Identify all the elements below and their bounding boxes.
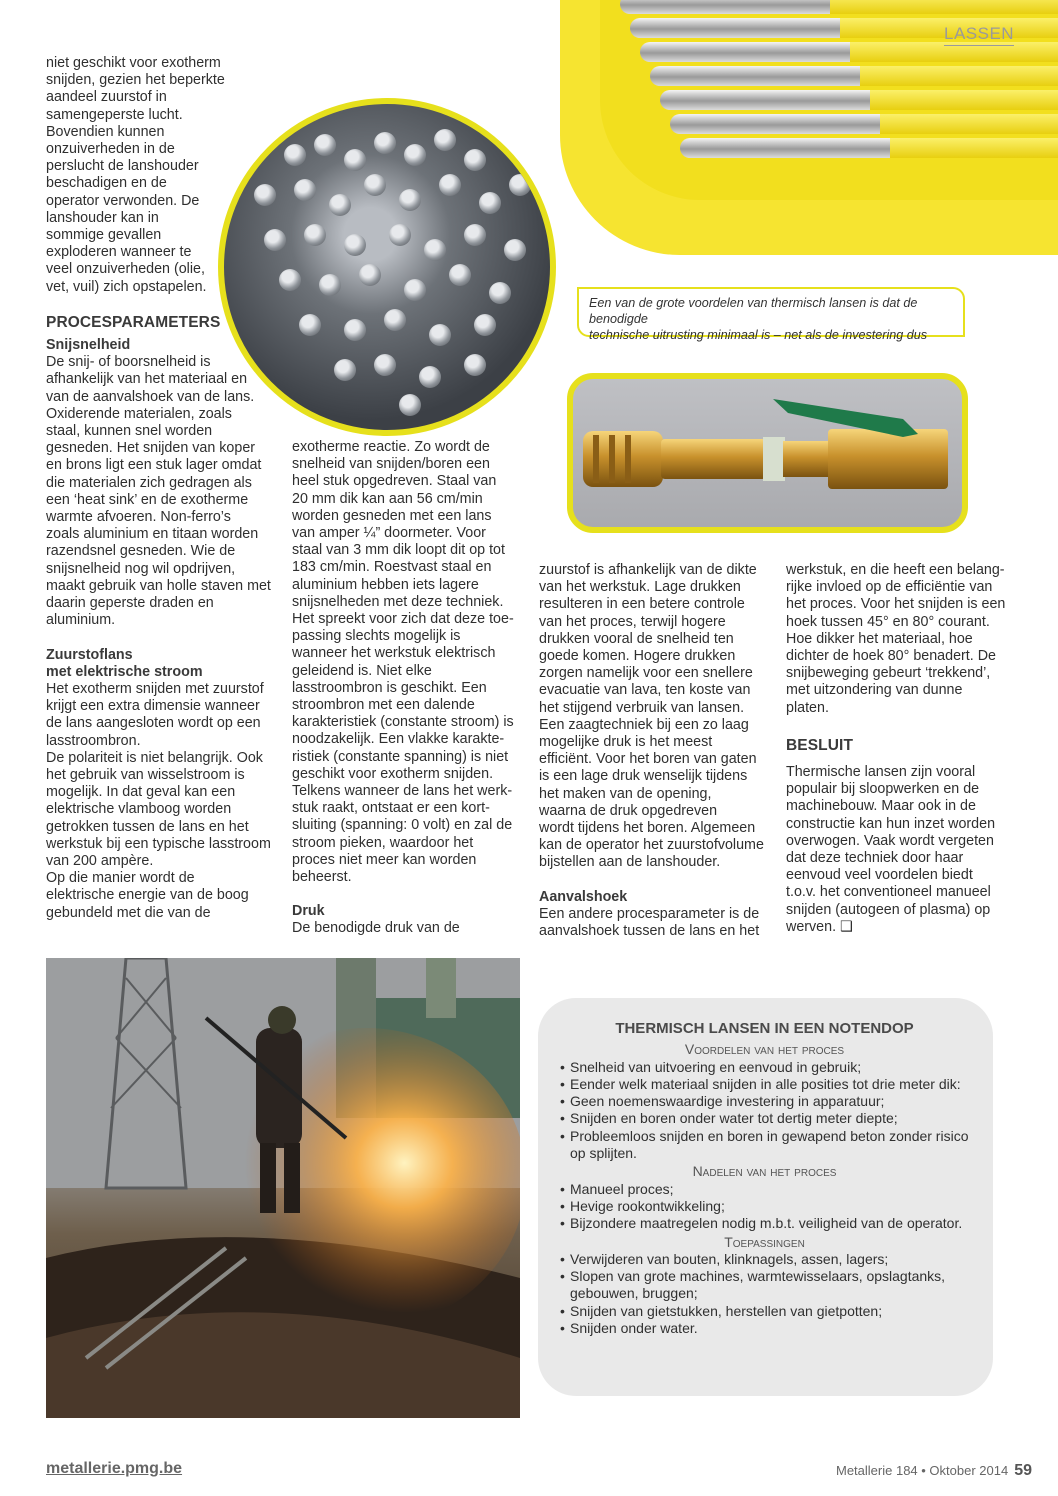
heading-aanvalshoek: Aanvalshoek [539, 888, 628, 905]
heading-zuurstoflans: Zuurstoflans [46, 646, 133, 663]
col3-line: waarna de druk opgedreven [539, 802, 718, 819]
lance-holder-drawing [573, 379, 962, 527]
col1-speed-line: en brons ligt een stuk lager omdat [46, 457, 262, 474]
column-4 [786, 562, 1018, 936]
applications-list [560, 1251, 969, 1337]
col2-pressure-line: De benodigde druk van de [292, 920, 460, 937]
box-title: THERMISCH LANSEN IN EEN NOTENDOP [615, 1020, 914, 1037]
col1-speed-line: aluminium. [46, 612, 116, 629]
col3-line: drukken vooral de snelheid ten [539, 630, 734, 647]
col1-speed-line: zoals aluminium en titaan worden [46, 526, 259, 543]
col3-line: het maken van de opening, [539, 785, 712, 802]
col1-o2-line: Het exotherm snijden met zuurstof [46, 680, 264, 697]
col3-line: bijstellen aan de lanshouder. [539, 854, 721, 871]
col1-speed-line: warmte afvoeren. Non-ferro’s [46, 509, 231, 526]
col2-line: 20 mm dik kan aan 56 cm/min [292, 490, 483, 507]
heading-besluit: BESLUIT [786, 736, 854, 754]
col4-conclusion-line: werven. ❑ [786, 918, 853, 935]
col2-line: worden gesneden met een lans [292, 507, 492, 524]
caption-line: Een van de grote voordelen van thermisch lansen is dat de benodigde [589, 296, 918, 326]
col1-intro-line: perslucht de lanshouder [46, 158, 199, 175]
col1-intro-line: samengeperste lucht. [46, 106, 183, 123]
col4-conclusion-line: overwogen. Vaak wordt vergeten [786, 832, 994, 849]
col2-line: passing slechts mogelijk is [292, 628, 461, 645]
col2-line: Telkens wanneer de lans het werk- [292, 783, 513, 800]
col1-speed-line: van de aanvalshoek van de lans. [46, 388, 255, 405]
col4-line: Hoe dikker het materiaal, hoe [786, 630, 973, 647]
col2-line: Het spreekt voor zich dat deze toe- [292, 611, 514, 628]
col4-conclusion-line: dat deze techniek door haar [786, 850, 964, 867]
steel-rods-image [218, 98, 556, 436]
col1-speed-line: Oxiderende materialen, zoals [46, 405, 232, 422]
column-3 [539, 562, 771, 940]
col3-line: van het proces, terwijl hogere [539, 613, 726, 630]
col3-angle-line: Een andere procesparameter is de [539, 905, 760, 922]
col3-line: Een zaagtechniek bij een zo laag [539, 716, 749, 733]
notendop-box [538, 998, 993, 1396]
col4-line: snijbeweging gebeurt ‘trekkend’, [786, 665, 991, 682]
col1-intro-line: snijden, gezien het beperkte [46, 72, 225, 89]
box-subtitle-advantages: Voordelen van het proces [684, 1041, 845, 1058]
col1-intro-line: aandeel zuurstof in [46, 89, 167, 106]
col1-o2-line: van 200 ampère. [46, 852, 154, 869]
col3-line: zuurstof is afhankelijk van de dikte [539, 562, 757, 578]
issue-text: Metallerie 184 • Oktober 2014 [836, 1463, 1009, 1478]
lancing-worker-photo [46, 958, 520, 1418]
col4-conclusion-line: populair bij sloopwerken en de [786, 781, 980, 798]
list-item: • Snijden en boren onder water tot dertig meter diepte; [560, 1110, 969, 1127]
col1-intro-line: sommige gevallen [46, 227, 162, 244]
col1-speed-line: snijsnelheid nog wil opdrijven, [46, 560, 236, 577]
col1-o2-line: het gebruik van wisselstroom is [46, 766, 245, 783]
caption-line: technische uitrusting minimaal is – net als de investering dus [589, 328, 928, 342]
col1-intro-line: vet, vuil) zich opstapelen. [46, 278, 207, 295]
col2-line: staal van 3 mm dik loopt dit op tot [292, 542, 505, 559]
footer-issue [836, 1462, 1032, 1480]
col1-intro-line: operator verwonden. De [46, 192, 200, 209]
col4-line: dichter de hoek 80° benadert. De [786, 648, 996, 665]
col2-line: snelheid van snijden/boren een [292, 456, 490, 473]
advantages-list [560, 1059, 969, 1163]
disadvantages-list [560, 1181, 969, 1233]
column-2 [292, 439, 524, 938]
list-item: • Eender welk materiaal snijden in alle posities tot drie meter dik: [560, 1076, 969, 1093]
col1-speed-line: afhankelijk van het materiaal en [46, 371, 248, 388]
col2-line: stroom pieken, waardoor het [292, 834, 474, 851]
col4-line: werkstuk, en die heeft een belang- [786, 562, 1005, 578]
col1-intro-line: exploderen wanneer te [46, 244, 192, 261]
col3-line: is een lage druk wenselijk tijdens [539, 768, 748, 785]
col2-line: exotherme reactie. Zo wordt de [292, 439, 490, 455]
heading-druk: Druk [292, 903, 325, 920]
col3-line: evacuatie van lava, ten koste van [539, 682, 751, 699]
col1-o2-line: elektrische vlamboog worden [46, 801, 232, 818]
col1-o2-line: gebundeld met die van de [46, 904, 211, 921]
col2-line: stuk raakt, ontstaat er een kort- [292, 800, 490, 817]
list-item: • Geen noemenswaardige investering in apparatuur; [560, 1093, 969, 1110]
col2-line: ristiek (constante spanning) is niet [292, 748, 509, 765]
list-item: • Snijden onder water. [560, 1320, 969, 1337]
lancing-scene-drawing [46, 958, 520, 1418]
col4-line: platen. [786, 699, 829, 716]
col4-conclusion-line: snijden (autogeen of plasma) op [786, 901, 991, 918]
col1-intro-line: beschadigen en de [46, 175, 167, 192]
col3-line: van het werkstuk. Lage drukken [539, 579, 741, 596]
col2-line: sluiting (spanning: 0 volt) en zal de [292, 817, 513, 834]
col4-line: met uitzondering van dunne [786, 682, 963, 699]
col3-angle-line: aanvalshoek tussen de lans en het [539, 923, 760, 940]
list-item: • Bijzondere maatregelen nodig m.b.t. veiligheid van de operator. [560, 1215, 969, 1232]
col1-speed-line: De snij- of boorsnelheid is [46, 354, 211, 371]
heading-snijsnelheid: Snijsnelheid [46, 337, 131, 354]
list-item: • Verwijderen van bouten, klinknagels, assen, lagers; [560, 1251, 969, 1268]
col2-line: heel stuk opgedreven. Staal van [292, 473, 497, 490]
col4-conclusion-line: machinebouw. Maar ook in de [786, 798, 976, 815]
list-item: • Snelheid van uitvoering en eenvoud in gebruik; [560, 1059, 969, 1076]
col2-line: snijsnelheden met deze techniek. [292, 593, 504, 610]
box-subtitle-disadvantages: Nadelen van het proces [692, 1163, 837, 1180]
col3-line: mogelijke druk is het meest [539, 734, 713, 751]
col1-o2-line: de lans aangesloten wordt op een [46, 715, 261, 732]
col1-speed-line: een ‘heat sink’ en de exotherme [46, 491, 249, 508]
col1-speed-line: daarin geperste draden en [46, 595, 214, 612]
col2-line: geleidend is. Niet elke [292, 662, 432, 679]
col3-line: goede komen. Hogere drukken [539, 648, 736, 665]
list-item: • Probleemloos snijden en boren in gewapend beton zonder risico op splijten. [560, 1128, 969, 1163]
col1-intro-line: niet geschikt voor exotherm [46, 55, 221, 71]
col1-speed-line: staal, kunnen snel worden [46, 423, 213, 440]
col2-line: 183 cm/min. Roestvast staal en [292, 559, 492, 576]
col1-intro-line: lanshouder kan in [46, 209, 159, 226]
col4-conclusion-line: t.o.v. het conventioneel manueel [786, 884, 991, 901]
col1-o2-line: elektrische energie van de boog [46, 887, 249, 904]
list-item: • Slopen van grote machines, warmtewisselaars, opslagtanks, gebouwen, bruggen; [560, 1268, 969, 1303]
col1-speed-line: maakt gebruik van holle staven met [46, 577, 271, 594]
col4-line: rijke invloed op de efficiëntie van [786, 579, 993, 596]
col1-intro-line: veel onzuiverheden (olie, [46, 261, 205, 278]
col2-line: proces niet meer kan worden [292, 851, 477, 868]
col3-line: resulteren in een betere controle [539, 596, 745, 613]
site-link[interactable]: metallerie.pmg.be [46, 1460, 183, 1477]
col2-line: lasstroombron is geschikt. Een [292, 679, 487, 696]
box-subtitle-applications: Toepassingen [724, 1233, 805, 1250]
col1-o2-line: getrokken tussen de lans en het [46, 818, 249, 835]
col1-o2-line: De polariteit is niet belangrijk. Ook [46, 749, 263, 766]
heading-zuurstoflans: met elektrische stroom [46, 663, 203, 680]
col1-o2-line: werkstuk bij een typische lasstroom [46, 835, 271, 852]
col3-line: efficiënt. Voor het boren van gaten [539, 751, 757, 768]
col4-conclusion-line: Thermische lansen zijn vooral [786, 764, 976, 781]
col3-line: wordt tijdens het boren. Algemeen [539, 820, 756, 837]
col2-line: beheerst. [292, 869, 352, 886]
col2-line: noodzakelijk. Een vlakke karakte- [292, 731, 505, 748]
col1-intro-line: onzuiverheden in de [46, 141, 175, 158]
col3-line: zorgen namelijk voor een snellere [539, 665, 753, 682]
list-item: • Manueel proces; [560, 1181, 969, 1198]
heading-procesparameters: PROCESPARAMETERS [46, 313, 221, 331]
col2-line: karakteristiek (constante stroom) is [292, 714, 514, 731]
col1-o2-line: krijgt een extra dimensie wanneer [46, 698, 260, 715]
col1-o2-line: mogelijk. In dat geval kan een [46, 784, 236, 801]
list-item: • Hevige rookontwikkeling; [560, 1198, 969, 1215]
col2-line: stroombron met een dalende [292, 697, 475, 714]
col4-conclusion-line: eenvoud veel voordelen biedt [786, 867, 973, 884]
col4-conclusion-line: constructie kan hun inzet worden [786, 815, 996, 832]
col2-line: van amper ¼” doormeter. Voor [292, 525, 486, 542]
lance-holder-image [567, 373, 968, 533]
page-number: 59 [1014, 1462, 1033, 1479]
section-label: LASSEN [944, 24, 1014, 46]
col4-line: hoek tussen 45° en 80° courant. [786, 613, 990, 630]
col1-o2-line: Op die manier wordt de [46, 870, 195, 887]
col2-line: aluminium hebben iets lagere [292, 576, 479, 593]
col2-line: wanneer het werkstuk elektrisch [292, 645, 496, 662]
col1-speed-line: die materialen zich gedragen als [46, 474, 252, 491]
list-item: • Snijden van gietstukken, herstellen van gietpotten; [560, 1303, 969, 1320]
image-caption [577, 287, 965, 342]
col1-speed-line: razendsnel gesneden. Wie de [46, 543, 236, 560]
col1-o2-line: lasstroombron. [46, 732, 141, 749]
col4-line: het proces. Voor het snijden is een [786, 596, 1006, 613]
col1-intro-line: Bovendien kunnen [46, 123, 165, 140]
col3-line: kan de operator het zuurstofvolume [539, 837, 764, 854]
col2-line: geschikt voor exotherm snijden. [292, 765, 494, 782]
col1-speed-line: gesneden. Het snijden van koper [46, 440, 256, 457]
col3-line: het stijgend verbruik van lansen. [539, 699, 745, 716]
